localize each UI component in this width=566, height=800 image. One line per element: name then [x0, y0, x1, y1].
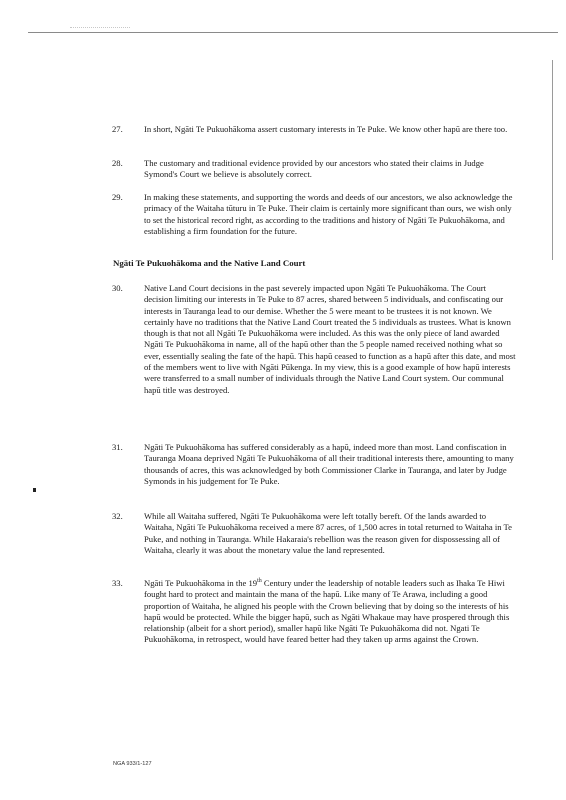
- paragraph-27: [113, 124, 513, 135]
- margin-bar: [552, 60, 553, 260]
- paragraph-number: 31.: [112, 442, 123, 452]
- paragraph-29: [113, 192, 513, 237]
- paragraph-text: While all Waitaha suffered, Ngāti Te Pukuohākoma were left totally bereft. Of the lands awarded to Waitaha, Ngāti Te Pukuohākoma received a mere 87 acres, of 1,500 acres in total returned to Waitaha in Te Puke, and nothing in Tauranga. While Hakaraia's rebellion was the reason given for dispossessing all of Waitaha, clearly it was about the monetary value the land represented.: [144, 511, 513, 555]
- paragraph-33: [113, 578, 513, 646]
- paragraph-31: [113, 442, 513, 487]
- document-reference: NGA 933/1-127: [113, 761, 152, 767]
- paragraph-28: [113, 158, 513, 181]
- paragraph-text: Ngāti Te Pukuohākoma has suffered considerably as a hapū, indeed more than most. Land confiscation in Tauranga Moana deprived Ngāti Te Pukuohākoma of all their traditional interests there, amounting to many thousands of acres, this was acknowledged by both Commissioner Clarke in Tauranga, and later by Judge Symonds in his judgement for Te Puke.: [144, 442, 514, 486]
- paragraph-text: In short, Ngāti Te Pukuohākoma assert customary interests in Te Puke. We know other hapū are there too.: [144, 124, 508, 134]
- paragraph-text: The customary and traditional evidence provided by our ancestors who stated their claims in Judge Symond's Court we believe is absolutely correct.: [144, 158, 484, 180]
- paragraph-text-start: Ngāti Te Pukuohākoma in the 19: [144, 578, 258, 588]
- paragraph-number: 29.: [112, 192, 123, 202]
- margin-mark: [33, 488, 36, 492]
- paragraph-number: 30.: [112, 283, 123, 293]
- ordinal-suffix: th: [257, 578, 262, 585]
- paragraph-number: 27.: [112, 124, 123, 134]
- header-rule: [28, 32, 558, 33]
- paragraph-number: 32.: [112, 511, 123, 521]
- paragraph-text: [144, 578, 516, 646]
- paragraph-text: In making these statements, and supporting the words and deeds of our ancestors, we also acknowledge the primacy of the Waitaha tūturu in Te Puke. Their claim is certainly more significant than ours, we wish only to set the historical record right, as according to the traditions and history of Ngāti Te Pukuohākoma, and establishing a firm foundation for the future.: [144, 192, 513, 236]
- paragraph-text-rest: Century under the leadership of notable leaders such as Ihaka Te Hiwi fought hard to protect and maintain the mana of the hapū. Like many of Te Arawa, including a good proportion of Waitaha, he aligned his people with the Crown believing that by doing so the interests of his hapū would be protected. While the bigger hapū, such as Ngāti Whakaue may have prospered through this relationship (albeit for a short period), smaller hapū like Ngāti Te Pukuohākoma did not. Ngati Te Pukuohākoma, in retrospect, would have feared better had they taken up arms against the Crown.: [144, 578, 510, 645]
- paragraph-text: Native Land Court decisions in the past severely impacted upon Ngāti Te Pukuohākoma. The Court decision limiting our interests in Te Puke to 87 acres, shared between 5 individuals, and confiscating our interests in Tauranga lead to our demise. Whether the 5 were meant to be trustees it is not known. We certainly have no traditions that the Native Land Court treated the 5 individuals as trustees. What is known though is that not all Ngāti Te Pukuohākoma were included. As this was the only piece of land awarded Ngāti Te Pukuohākoma in name, all of the hapū other than the 5 people named received nothing what so ever, essentially sealing the fate of the hapū. This hapū ceased to function as a hapū after this date, and most of the members went to live with Ngāti Pūkenga. In my view, this is a good example of how hapū interests were transferred to a small number of individuals through the Native Land Court system. Our communal hapū title was destroyed.: [144, 283, 516, 395]
- paragraph-32: [113, 511, 513, 556]
- section-heading: Ngāti Te Pukuohākoma and the Native Land Court: [113, 258, 306, 268]
- paragraph-number: 28.: [112, 158, 123, 168]
- paragraph-number: 33.: [112, 578, 123, 588]
- header-faint-rule: [70, 27, 130, 28]
- paragraph-30: [112, 283, 516, 396]
